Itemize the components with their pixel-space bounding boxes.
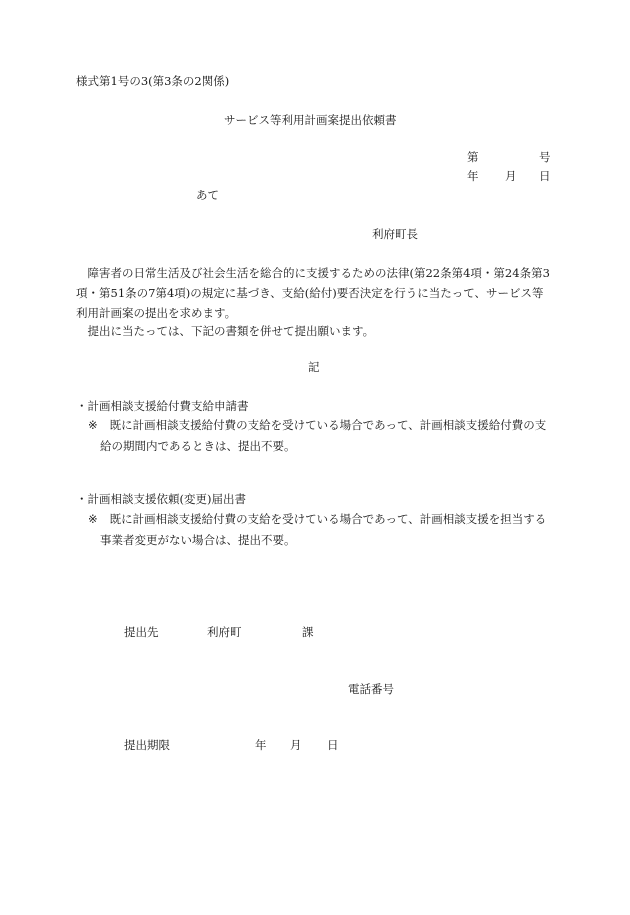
date-month: 月 xyxy=(505,169,517,183)
deadline-label: 提出期限 xyxy=(124,738,170,752)
item-1-title: ・計画相談支援給付費支給申請書 xyxy=(76,399,249,413)
destination-section: 課 xyxy=(302,625,314,639)
deadline-year: 年 xyxy=(255,738,267,752)
doc-number-suffix: 号 xyxy=(539,150,551,164)
issuer: 利府町長 xyxy=(372,227,418,241)
addressee-suffix: あて xyxy=(196,188,219,202)
destination-label: 提出先 xyxy=(124,625,159,639)
item-1-note-text: 既に計画相談支援給付費の支給を受けている場合であって、計画相談支援給付費の支給の期間内であるときは、提出不要。 xyxy=(100,418,547,453)
ki-heading: 記 xyxy=(308,360,320,374)
phone-label: 電話番号 xyxy=(348,682,394,696)
doc-number-prefix: 第 xyxy=(467,150,479,164)
item-2-title: ・計画相談支援依頼(変更)届出書 xyxy=(76,492,246,506)
deadline-day: 日 xyxy=(327,738,339,752)
date-day: 日 xyxy=(539,169,551,183)
note-mark: ※ xyxy=(88,512,98,526)
document-title: サービス等利用計画案提出依頼書 xyxy=(224,113,397,127)
item-2-note xyxy=(88,509,556,551)
item-1-note xyxy=(88,415,556,457)
destination-town: 利府町 xyxy=(207,625,242,639)
deadline-month: 月 xyxy=(290,738,302,752)
form-number: 様式第1号の3(第3条の2関係) xyxy=(76,74,230,88)
item-2-note-text: 既に計画相談支援給付費の支給を受けている場合であって、計画相談支援を担当する事業者変更がない場合は、提出不要。 xyxy=(100,512,547,547)
date-year: 年 xyxy=(467,169,479,183)
note-mark: ※ xyxy=(88,418,98,432)
body-paragraph-1: 障害者の日常生活及び社会生活を総合的に支援するための法律(第22条第4項・第24条第3項・第51条の7第4項)の規定に基づき、支給(給付)要否決定を行うに当たって、サービス等利用計画案の提出を求めます。 xyxy=(76,266,550,320)
body-paragraph-2: 提出に当たっては、下記の書類を併せて提出願います。 xyxy=(87,324,375,338)
